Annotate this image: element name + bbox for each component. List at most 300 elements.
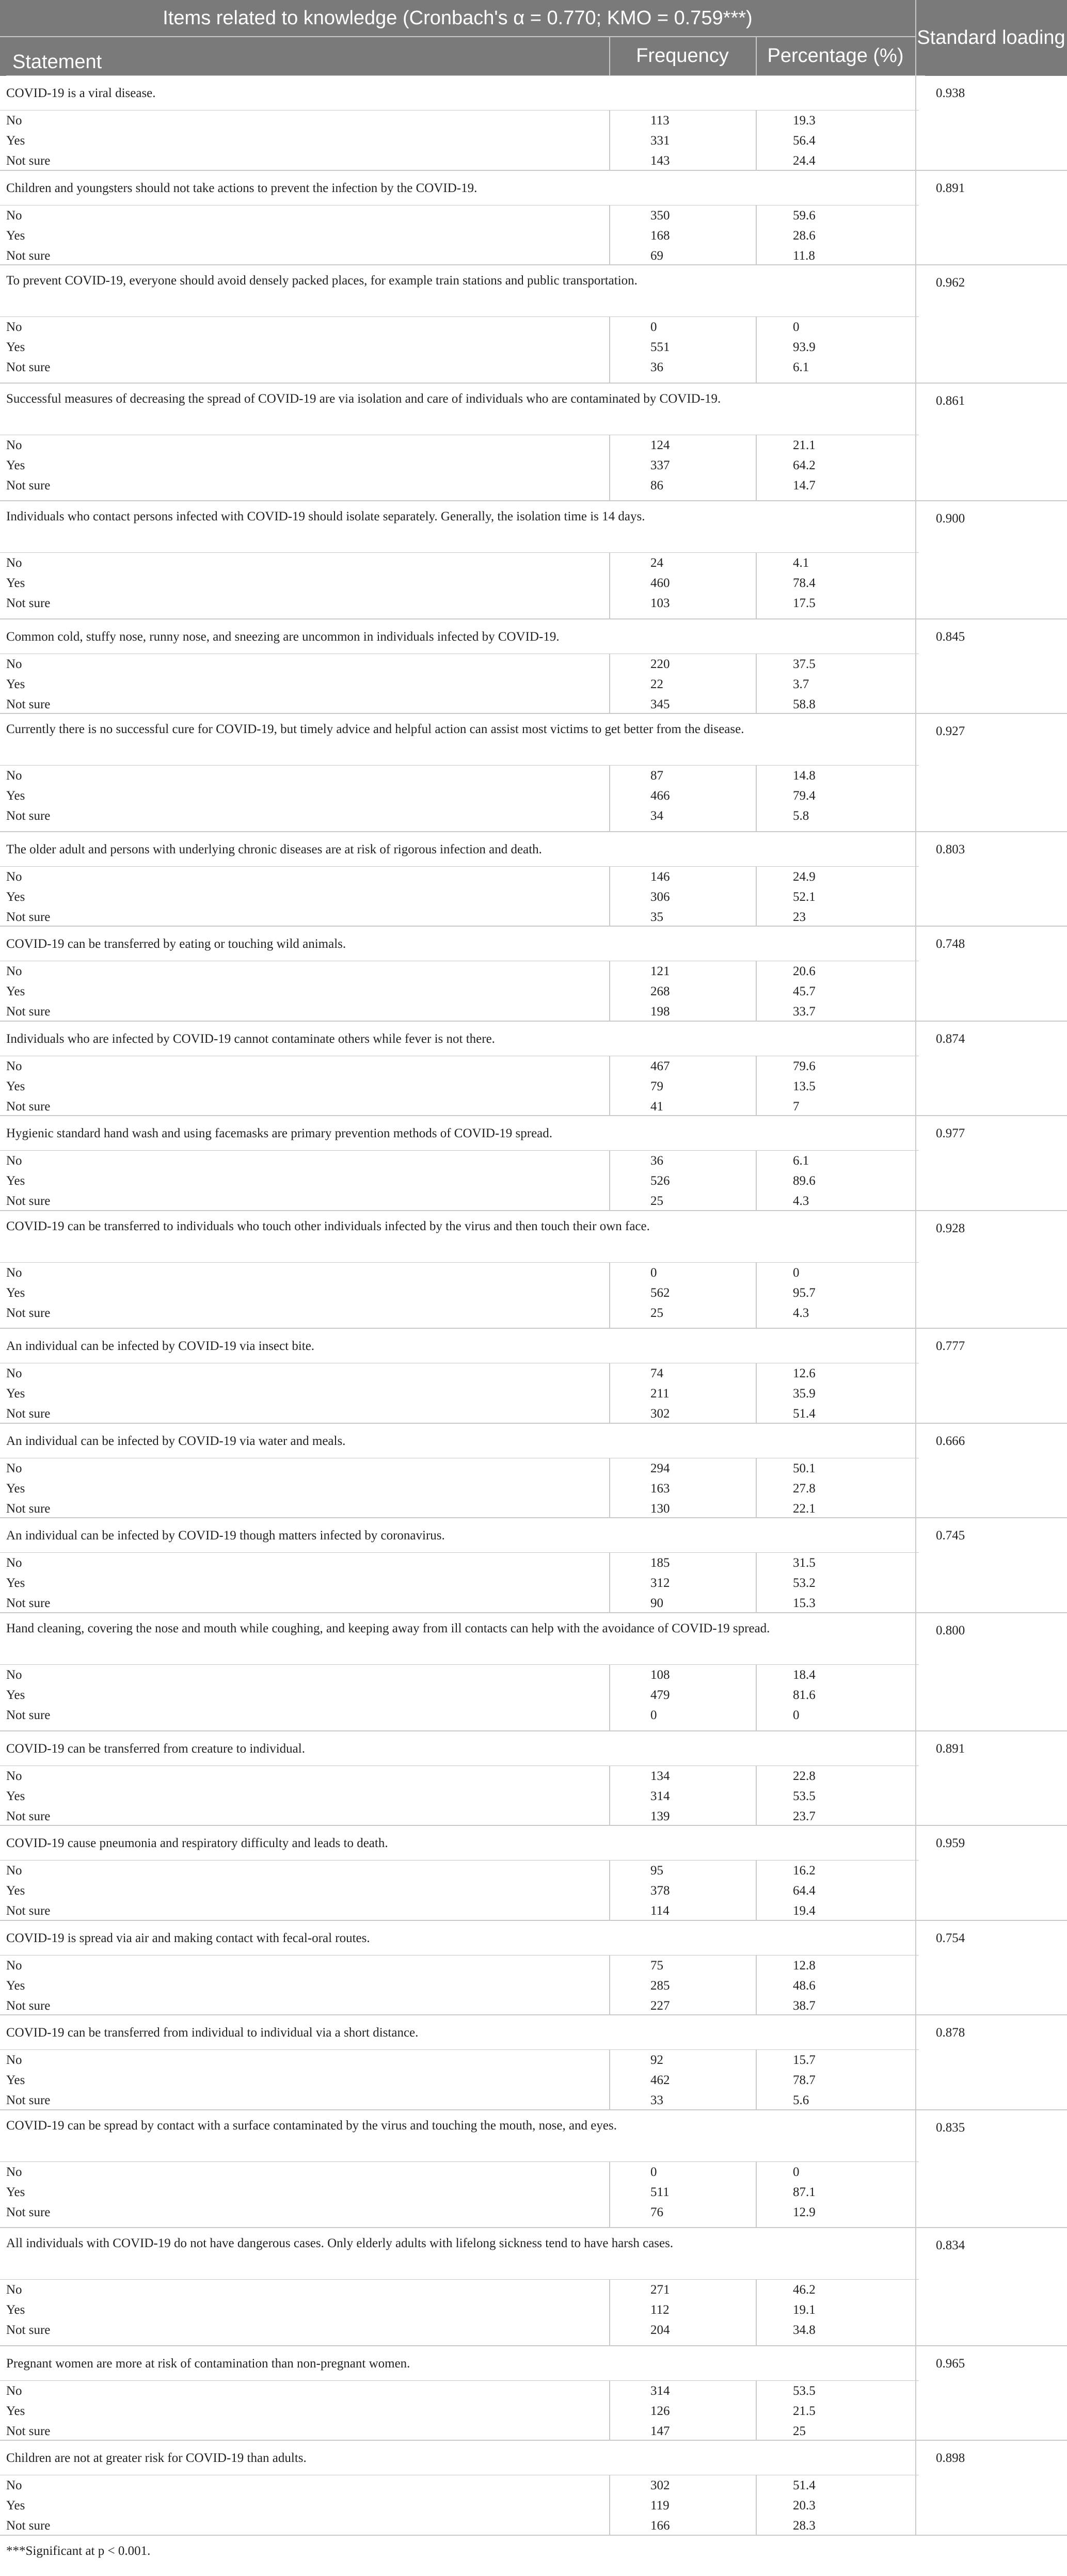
response-row: [0, 1976, 1067, 1996]
response-label: No: [6, 769, 22, 783]
response-label: No: [6, 657, 22, 671]
response-row: [0, 1478, 1067, 1499]
response-row: [0, 1384, 1067, 1404]
response-row: [0, 246, 1067, 266]
percentage-cell: 53.2: [793, 1576, 816, 1591]
percentage-cell: 28.6: [793, 228, 816, 243]
percentage-cell: 81.6: [793, 1688, 816, 1702]
frequency-cell: 306: [650, 889, 670, 904]
frequency-cell: 69: [650, 248, 663, 263]
response-label: Not sure: [6, 1194, 51, 1209]
percentage-cell: 24.4: [793, 154, 816, 168]
frequency-cell: 185: [650, 1556, 670, 1570]
frequency-cell: 302: [650, 1407, 670, 1421]
table-row: [0, 1921, 1067, 2016]
response-row: [0, 553, 1067, 573]
response-label: No: [6, 2478, 22, 2493]
frequency-cell: 271: [650, 2283, 670, 2297]
response-label: Not sure: [6, 596, 51, 611]
frequency-cell: 134: [650, 1769, 670, 1783]
percentage-cell: 12.8: [793, 1958, 816, 1973]
response-label: No: [6, 1154, 22, 1168]
frequency-cell: 119: [650, 2499, 670, 2513]
response-row: [0, 110, 1067, 131]
response-row: [0, 1263, 1067, 1283]
frequency-cell: 166: [650, 2519, 670, 2533]
percentage-cell: 56.4: [793, 134, 816, 148]
response-label: Yes: [6, 2073, 25, 2088]
response-label: No: [6, 2165, 22, 2179]
statement-cell: An individual can be infected by COVID-19 via insect bite.: [0, 1329, 919, 1363]
table-row: [0, 2228, 1067, 2346]
response-row: [0, 1076, 1067, 1096]
frequency-cell: 34: [650, 809, 663, 823]
response-label: Not sure: [6, 1501, 51, 1516]
response-row: [0, 2300, 1067, 2320]
percentage-cell: 27.8: [793, 1481, 816, 1496]
percentage-cell: 5.6: [793, 2093, 809, 2108]
table-row: [0, 1116, 1067, 1211]
table-row: [0, 2346, 1067, 2441]
statement-cell: COVID-19 can be transferred from individual to individual via a short distance.: [0, 2015, 919, 2050]
response-label: No: [6, 1864, 22, 1878]
response-row: [0, 1404, 1067, 1424]
response-row: [0, 1806, 1067, 1826]
response-row: [0, 1955, 1067, 1976]
frequency-cell: 41: [650, 1099, 663, 1114]
response-label: Not sure: [6, 1407, 51, 1421]
response-row: [0, 1151, 1067, 1171]
col-percentage-header: Percentage (%): [767, 45, 904, 67]
response-label: Not sure: [6, 2093, 51, 2108]
frequency-cell: 198: [650, 1005, 670, 1019]
response-row: [0, 2320, 1067, 2340]
percentage-cell: 21.5: [793, 2404, 816, 2418]
frequency-cell: 312: [650, 1576, 670, 1591]
percentage-cell: 0: [793, 1265, 800, 1280]
table-body: [0, 76, 1067, 2536]
response-row: [0, 435, 1067, 455]
frequency-cell: 76: [650, 2205, 663, 2219]
response-row: [0, 593, 1067, 613]
response-row: [0, 1901, 1067, 1921]
response-row: [0, 1458, 1067, 1478]
loading-cell: 0.874: [936, 1031, 965, 1046]
response-label: Not sure: [6, 1306, 51, 1320]
table-title: Items related to knowledge (Cronbach's α = 0.770; KMO = 0.759***): [163, 7, 753, 29]
loading-cell: 0.977: [936, 1126, 965, 1141]
frequency-cell: 103: [650, 596, 670, 611]
percentage-cell: 79.6: [793, 1059, 816, 1073]
response-row: [0, 2070, 1067, 2090]
percentage-cell: 4.3: [793, 1194, 809, 1209]
response-label: Not sure: [6, 154, 51, 168]
percentage-cell: 64.2: [793, 458, 816, 472]
statement-cell: COVID-19 can be transferred to individuals who touch other individuals infected by the virus and then touch their own face.: [0, 1211, 919, 1263]
response-row: [0, 1171, 1067, 1191]
percentage-cell: 45.7: [793, 984, 816, 999]
percentage-cell: 5.8: [793, 809, 809, 823]
footnote: ***Significant at p < 0.001.: [6, 2544, 151, 2558]
frequency-cell: 112: [650, 2303, 670, 2317]
response-label: Not sure: [6, 2323, 51, 2338]
table-row: [0, 619, 1067, 714]
frequency-cell: 479: [650, 1688, 670, 1702]
loading-cell: 0.962: [936, 276, 965, 290]
statement-cell: Children are not at greater risk for COVID-19 than adults.: [0, 2441, 919, 2475]
response-label: No: [6, 1958, 22, 1973]
loading-cell: 0.754: [936, 1931, 965, 1945]
response-label: Yes: [6, 576, 25, 591]
col-loading-header: Standard loading: [917, 27, 1065, 49]
frequency-cell: 24: [650, 556, 663, 570]
response-label: Not sure: [6, 2424, 51, 2438]
response-label: Not sure: [6, 1809, 51, 1823]
response-label: Yes: [6, 1688, 25, 1702]
response-label: Not sure: [6, 1596, 51, 1611]
percentage-cell: 48.6: [793, 1978, 816, 1993]
percentage-cell: 14.7: [793, 478, 816, 492]
statement-cell: COVID-19 cause pneumonia and respiratory difficulty and leads to death.: [0, 1826, 919, 1861]
response-label: Not sure: [6, 1099, 51, 1114]
statement-cell: The older adult and persons with underlying chronic diseases are at risk of rigorous infection and death.: [0, 832, 919, 867]
loading-cell: 0.965: [936, 2356, 965, 2371]
frequency-cell: 75: [650, 1958, 663, 1973]
response-row: [0, 2162, 1067, 2182]
frequency-cell: 0: [650, 2165, 657, 2179]
response-row: [0, 1786, 1067, 1806]
statement-cell: Currently there is no successful cure for COVID-19, but timely advice and helpful action can assist most victims to get better from the disease.: [0, 714, 919, 766]
response-label: Yes: [6, 1481, 25, 1496]
loading-cell: 0.891: [936, 1741, 965, 1756]
percentage-cell: 53.5: [793, 1789, 816, 1803]
statement-cell: To prevent COVID-19, everyone should avoid densely packed places, for example train stations and public transportation.: [0, 265, 919, 317]
percentage-cell: 50.1: [793, 1461, 816, 1475]
loading-cell: 0.834: [936, 2238, 965, 2253]
frequency-cell: 95: [650, 1864, 663, 1878]
percentage-cell: 31.5: [793, 1556, 816, 1570]
response-label: Yes: [6, 1285, 25, 1300]
frequency-cell: 350: [650, 208, 670, 222]
loading-cell: 0.878: [936, 2026, 965, 2040]
percentage-cell: 0: [793, 2165, 800, 2179]
response-label: Yes: [6, 1789, 25, 1803]
frequency-cell: 551: [650, 340, 670, 355]
statement-cell: COVID-19 can be transferred from creature to individual.: [0, 1731, 919, 1766]
frequency-cell: 35: [650, 910, 663, 924]
percentage-cell: 25: [793, 2424, 806, 2438]
response-row: [0, 2090, 1067, 2110]
response-row: [0, 907, 1067, 927]
response-row: [0, 2202, 1067, 2222]
response-label: Yes: [6, 458, 25, 472]
col-statement-header: Statement: [6, 36, 925, 76]
response-row: [0, 205, 1067, 226]
response-row: [0, 2421, 1067, 2441]
statement-cell: COVID-19 can be spread by contact with a surface contaminated by the virus and touching the mouth, nose, and eyes.: [0, 2110, 919, 2162]
response-label: Yes: [6, 889, 25, 904]
percentage-cell: 24.9: [793, 869, 816, 884]
percentage-cell: 14.8: [793, 769, 816, 783]
frequency-cell: 227: [650, 1998, 670, 2013]
table-row: [0, 927, 1067, 1022]
statement-cell: All individuals with COVID-19 do not have dangerous cases. Only elderly adults with lifelong sickness tend to have harsh cases.: [0, 2228, 919, 2280]
loading-cell: 0.777: [936, 1339, 965, 1354]
frequency-cell: 526: [650, 1174, 670, 1188]
response-label: No: [6, 1366, 22, 1381]
response-label: No: [6, 1059, 22, 1073]
response-label: Yes: [6, 228, 25, 243]
percentage-cell: 51.4: [793, 1407, 816, 1421]
response-row: [0, 317, 1067, 337]
frequency-cell: 25: [650, 1194, 663, 1209]
response-row: [0, 1996, 1067, 2016]
response-label: No: [6, 2053, 22, 2068]
statement-cell: An individual can be infected by COVID-19 though matters infected by coronavirus.: [0, 1518, 919, 1553]
loading-cell: 0.928: [936, 1221, 965, 1235]
table-row: [0, 832, 1067, 927]
response-label: Yes: [6, 1174, 25, 1188]
frequency-cell: 121: [650, 964, 670, 979]
response-label: Yes: [6, 2404, 25, 2418]
response-label: No: [6, 1461, 22, 1475]
frequency-cell: 92: [650, 2053, 663, 2068]
table-row: [0, 2015, 1067, 2110]
response-label: Not sure: [6, 2519, 51, 2533]
frequency-cell: 74: [650, 1366, 663, 1381]
frequency-cell: 378: [650, 1884, 670, 1898]
statement-cell: Common cold, stuffy nose, runny nose, and sneezing are uncommon in individuals infected by COVID-19.: [0, 619, 919, 654]
percentage-cell: 7: [793, 1099, 800, 1114]
statement-cell: Hand cleaning, covering the nose and mouth while coughing, and keeping away from ill contacts can help with the avoidance of COVID-19 spread.: [0, 1613, 919, 1665]
response-row: [0, 1593, 1067, 1613]
response-row: [0, 1363, 1067, 1384]
response-label: No: [6, 1667, 22, 1682]
frequency-cell: 204: [650, 2323, 670, 2338]
response-row: [0, 887, 1067, 907]
response-row: [0, 1096, 1067, 1117]
frequency-cell: 0: [650, 1708, 657, 1722]
statement-cell: COVID-19 is spread via air and making contact with fecal-oral routes.: [0, 1921, 919, 1955]
percentage-cell: 59.6: [793, 208, 816, 222]
response-row: [0, 1861, 1067, 1881]
response-label: Yes: [6, 340, 25, 355]
response-row: [0, 674, 1067, 694]
response-row: [0, 1553, 1067, 1573]
response-label: Yes: [6, 1884, 25, 1898]
frequency-cell: 168: [650, 228, 670, 243]
response-label: No: [6, 114, 22, 128]
response-row: [0, 337, 1067, 357]
table-row: [0, 265, 1067, 384]
response-label: Yes: [6, 2303, 25, 2317]
loading-cell: 0.898: [936, 2451, 965, 2466]
loading-cell: 0.959: [936, 1836, 965, 1851]
frequency-cell: 511: [650, 2185, 670, 2199]
frequency-cell: 90: [650, 1596, 663, 1611]
response-row: [0, 573, 1067, 593]
percentage-cell: 3.7: [793, 677, 809, 691]
response-row: [0, 2495, 1067, 2516]
response-label: Yes: [6, 2185, 25, 2199]
loading-cell: 0.745: [936, 1529, 965, 1543]
response-label: No: [6, 556, 22, 570]
percentage-cell: 20.3: [793, 2499, 816, 2513]
percentage-cell: 51.4: [793, 2478, 816, 2493]
response-label: Not sure: [6, 248, 51, 263]
response-label: Not sure: [6, 910, 51, 924]
percentage-cell: 19.4: [793, 1904, 816, 1918]
response-label: No: [6, 320, 22, 335]
loading-cell: 0.748: [936, 937, 965, 951]
frequency-cell: 126: [650, 2404, 670, 2418]
response-label: Not sure: [6, 360, 51, 375]
percentage-cell: 4.1: [793, 556, 809, 570]
percentage-cell: 64.4: [793, 1884, 816, 1898]
frequency-cell: 331: [650, 134, 670, 148]
response-label: Yes: [6, 1079, 25, 1093]
frequency-cell: 562: [650, 1285, 670, 1300]
response-row: [0, 1056, 1067, 1076]
frequency-cell: 294: [650, 1461, 670, 1475]
response-row: [0, 1665, 1067, 1685]
frequency-cell: 462: [650, 2073, 670, 2088]
table-row: [0, 171, 1067, 266]
response-label: Yes: [6, 789, 25, 803]
percentage-cell: 52.1: [793, 889, 816, 904]
response-row: [0, 226, 1067, 246]
percentage-cell: 20.6: [793, 964, 816, 979]
percentage-cell: 15.3: [793, 1596, 816, 1611]
response-label: Not sure: [6, 1904, 51, 1918]
loading-cell: 0.666: [936, 1434, 965, 1448]
percentage-cell: 21.1: [793, 438, 816, 452]
percentage-cell: 4.3: [793, 1306, 809, 1320]
response-row: [0, 1705, 1067, 1725]
response-row: [0, 2280, 1067, 2300]
response-label: Yes: [6, 1978, 25, 1993]
table-row: [0, 1613, 1067, 1731]
frequency-cell: 86: [650, 478, 663, 492]
frequency-cell: 79: [650, 1079, 663, 1093]
response-label: Yes: [6, 1576, 25, 1591]
table-header: [0, 0, 1067, 76]
response-row: [0, 654, 1067, 674]
table-row: [0, 1518, 1067, 1613]
response-row: [0, 455, 1067, 475]
frequency-cell: 124: [650, 438, 670, 452]
table-row: [0, 1022, 1067, 1117]
percentage-cell: 6.1: [793, 360, 809, 375]
percentage-cell: 18.4: [793, 1667, 816, 1682]
loading-cell: 0.861: [936, 393, 965, 408]
response-row: [0, 2475, 1067, 2495]
percentage-cell: 23.7: [793, 1809, 816, 1823]
percentage-cell: 78.7: [793, 2073, 816, 2088]
frequency-cell: 25: [650, 1306, 663, 1320]
percentage-cell: 79.4: [793, 789, 816, 803]
response-row: [0, 1499, 1067, 1519]
response-row: [0, 1303, 1067, 1323]
frequency-cell: 0: [650, 1265, 657, 1280]
response-row: [0, 867, 1067, 887]
response-label: Not sure: [6, 809, 51, 823]
table-row: [0, 1731, 1067, 1826]
percentage-cell: 34.8: [793, 2323, 816, 2338]
percentage-cell: 53.5: [793, 2383, 816, 2398]
percentage-cell: 28.3: [793, 2519, 816, 2533]
response-row: [0, 151, 1067, 171]
percentage-cell: 35.9: [793, 1387, 816, 1401]
frequency-cell: 143: [650, 154, 670, 168]
table-row: [0, 1211, 1067, 1329]
response-row: [0, 961, 1067, 981]
response-row: [0, 2381, 1067, 2401]
response-label: No: [6, 1556, 22, 1570]
response-row: [0, 1766, 1067, 1786]
frequency-cell: 36: [650, 360, 663, 375]
response-label: Not sure: [6, 1005, 51, 1019]
response-row: [0, 1001, 1067, 1022]
frequency-cell: 285: [650, 1978, 670, 1993]
table-row: [0, 2110, 1067, 2229]
percentage-cell: 12.6: [793, 1366, 816, 1381]
frequency-cell: 337: [650, 458, 670, 472]
response-row: [0, 357, 1067, 377]
percentage-cell: 93.9: [793, 340, 816, 355]
response-row: [0, 1573, 1067, 1593]
frequency-cell: 268: [650, 984, 670, 999]
percentage-cell: 22.8: [793, 1769, 816, 1783]
response-label: Not sure: [6, 1998, 51, 2013]
loading-cell: 0.938: [936, 86, 965, 100]
percentage-cell: 78.4: [793, 576, 816, 591]
response-label: Not sure: [6, 2205, 51, 2219]
statement-cell: COVID-19 is a viral disease.: [0, 76, 919, 110]
response-label: No: [6, 2283, 22, 2297]
percentage-cell: 95.7: [793, 1285, 816, 1300]
percentage-cell: 58.8: [793, 697, 816, 711]
response-label: Not sure: [6, 697, 51, 711]
statement-cell: Individuals who are infected by COVID-19 cannot contaminate others while fever is not there.: [0, 1022, 919, 1056]
response-label: No: [6, 208, 22, 222]
loading-cell: 0.927: [936, 724, 965, 739]
response-label: No: [6, 1265, 22, 1280]
response-label: No: [6, 438, 22, 452]
loading-cell: 0.835: [936, 2120, 965, 2135]
response-row: [0, 981, 1067, 1001]
statement-cell: Successful measures of decreasing the spread of COVID-19 are via isolation and care of individuals who are contaminated by COVID-19.: [0, 384, 919, 435]
frequency-cell: 87: [650, 769, 663, 783]
percentage-cell: 17.5: [793, 596, 816, 611]
statement-cell: Children and youngsters should not take actions to prevent the infection by the COVID-19.: [0, 171, 919, 205]
response-row: [0, 2401, 1067, 2421]
response-label: No: [6, 869, 22, 884]
table-row: [0, 501, 1067, 619]
response-label: Yes: [6, 134, 25, 148]
frequency-cell: 467: [650, 1059, 670, 1073]
table-row: [0, 1329, 1067, 1424]
percentage-cell: 0: [793, 320, 800, 335]
frequency-cell: 163: [650, 1481, 670, 1496]
response-row: [0, 475, 1067, 496]
table-row: [0, 2441, 1067, 2536]
percentage-cell: 16.2: [793, 1864, 816, 1878]
response-label: Yes: [6, 984, 25, 999]
response-row: [0, 1283, 1067, 1303]
response-label: Yes: [6, 677, 25, 691]
loading-cell: 0.845: [936, 629, 965, 644]
